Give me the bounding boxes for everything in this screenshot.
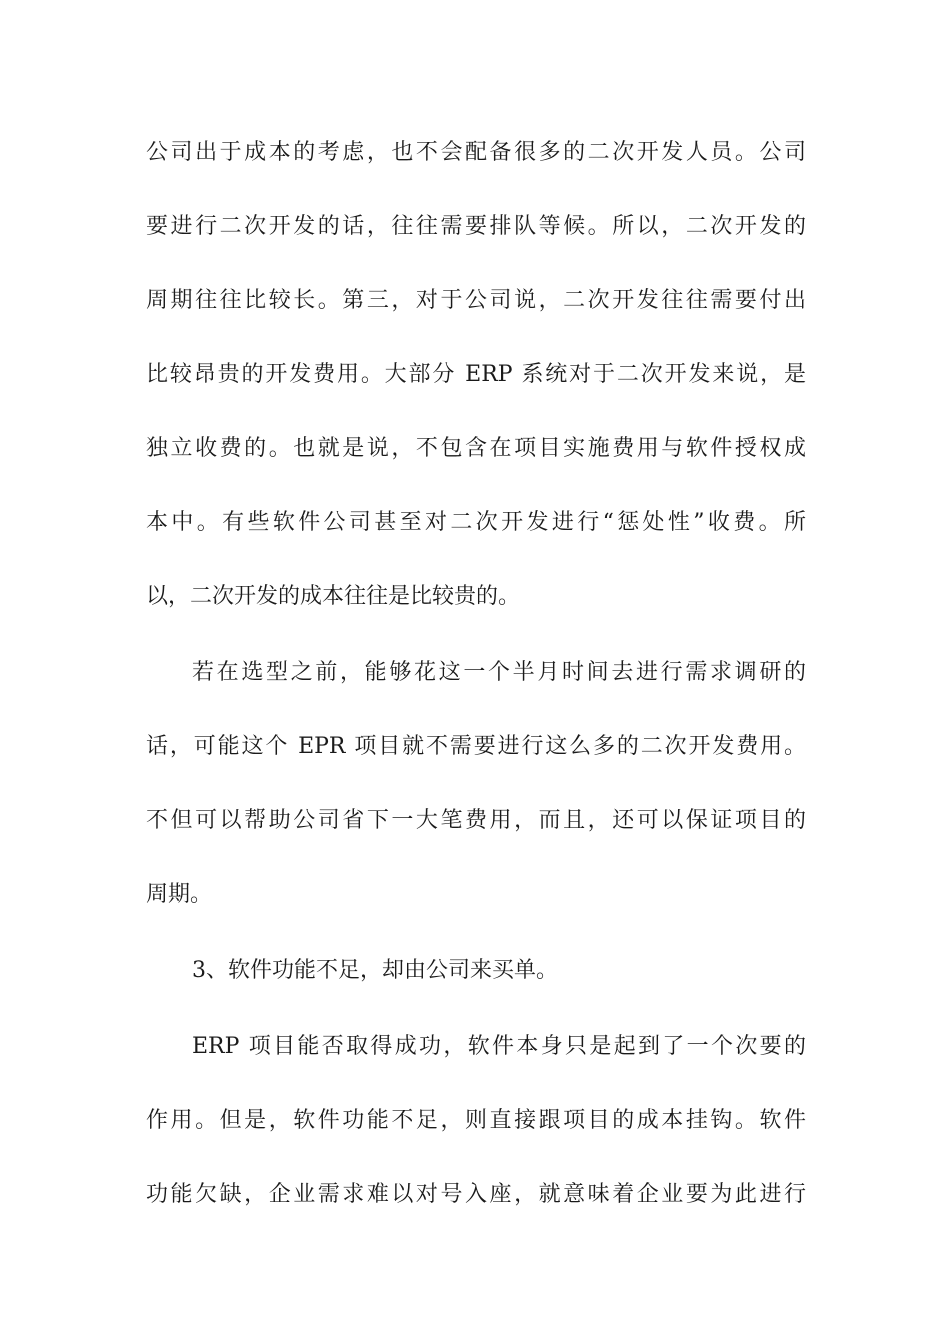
text-line: 若在选型之前，能够花这一个半月时间去进行需求调研的 (192, 660, 806, 685)
text-line: 作用。但是，软件功能不足，则直接跟项目的成本挂钩。软件 (146, 1108, 806, 1133)
text-line: 周期往往比较长。第三，对于公司说，二次开发往往需要付出 (146, 288, 806, 313)
text-line: 要进行二次开发的话，往往需要排队等候。所以，二次开发的 (146, 214, 806, 239)
text-line: 功能欠缺，企业需求难以对号入座，就意味着企业要为此进行 (146, 1182, 806, 1207)
text-line: 本中。有些软件公司甚至对二次开发进行“惩处性”收费。所 (146, 510, 806, 535)
text-line: 以，二次开发的成本往往是比较贵的。 (146, 584, 521, 609)
text-line: 话，可能这个 EPR 项目就不需要进行这么多的二次开发费用。 (146, 734, 806, 759)
text-line: 独立收费的。也就是说，不包含在项目实施费用与软件授权成 (146, 436, 806, 461)
text-line: 周期。 (146, 882, 213, 907)
section-heading: 3、软件功能不足，却由公司来买单。 (192, 958, 558, 983)
text-line: 比较昂贵的开发费用。大部分 ERP 系统对于二次开发来说，是 (146, 362, 806, 387)
text-line: 不但可以帮助公司省下一大笔费用，而且，还可以保证项目的 (146, 808, 806, 833)
text-line: ERP 项目能否取得成功，软件本身只是起到了一个次要的 (192, 1034, 806, 1059)
text-line: 公司出于成本的考虑，也不会配备很多的二次开发人员。公司 (146, 140, 806, 165)
